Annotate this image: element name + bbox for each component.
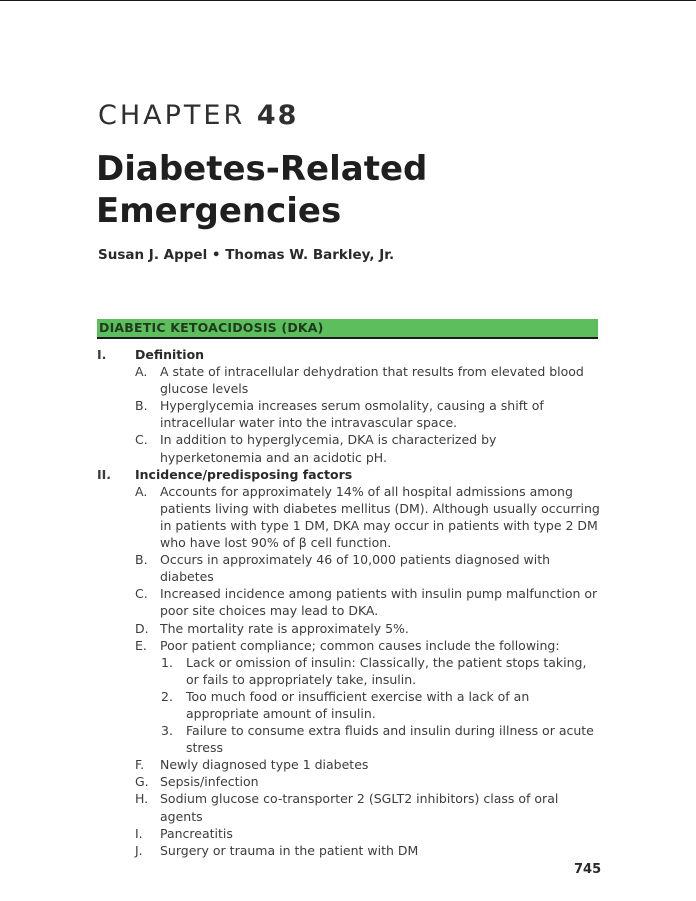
outline-subitem xyxy=(97,688,602,722)
outline-item xyxy=(97,551,602,585)
item-marker: C. xyxy=(135,586,148,602)
item-marker: B. xyxy=(135,398,148,414)
outline-item xyxy=(97,773,602,790)
item-text: Accounts for approximately 14% of all hospital admissions among patients living with diabetes mellitus (DM). Although usually occurring in patients with type 1 DM, DKA may occur in patients with type 2 DM who have lost 90% of β cell function. xyxy=(160,483,600,551)
item-marker: A. xyxy=(135,364,148,380)
outline-item xyxy=(97,825,602,842)
outline-item xyxy=(97,790,602,824)
item-text: Occurs in approximately 46 of 10,000 patients diagnosed with diabetes xyxy=(160,552,551,585)
subitem-marker: 3. xyxy=(161,723,173,739)
outline-subitem xyxy=(97,654,602,688)
subitem-text: Failure to consume extra fluids and insulin during illness or acute stress xyxy=(186,723,594,756)
section-heading-bar xyxy=(97,319,598,339)
item-marker: A. xyxy=(135,483,148,499)
item-marker: J. xyxy=(135,842,143,858)
outline-item xyxy=(97,483,602,551)
outline-item xyxy=(97,363,602,397)
item-marker: D. xyxy=(135,620,149,636)
item-text: The mortality rate is approximately 5%. xyxy=(160,620,409,636)
subitem-marker: 1. xyxy=(161,654,173,670)
item-text: Pancreatitis xyxy=(160,825,233,841)
outline-item xyxy=(97,637,602,654)
subitem-text: Too much food or insufficient exercise with a lack of an appropriate amount of insulin. xyxy=(186,688,530,721)
outline-item xyxy=(97,842,602,859)
chapter-word: CHAPTER xyxy=(98,100,246,131)
section-heading-text: Incidence/predisposing factors xyxy=(135,466,353,482)
section-heading-text: Definition xyxy=(135,347,205,362)
outline-subitem xyxy=(97,722,602,756)
section-heading: DIABETIC KETOACIDOSIS (DKA) xyxy=(99,320,324,335)
outline-item xyxy=(97,431,602,465)
item-marker: I. xyxy=(135,825,143,841)
page-number: 745 xyxy=(574,862,602,877)
item-text: Newly diagnosed type 1 diabetes xyxy=(160,757,369,773)
outline-item xyxy=(97,397,602,431)
section-marker: I. xyxy=(97,347,107,362)
item-text: In addition to hyperglycemia, DKA is characterized by hyperketonemia and an acidotic pH. xyxy=(160,432,497,465)
section-marker: II. xyxy=(97,466,112,482)
item-marker: H. xyxy=(135,791,149,807)
item-marker: B. xyxy=(135,552,148,568)
item-marker: E. xyxy=(135,637,147,653)
item-text: Sodium glucose co-transporter 2 (SGLT2 inhibitors) class of oral agents xyxy=(160,791,559,824)
item-text: Surgery or trauma in the patient with DM xyxy=(160,842,419,858)
item-text: Hyperglycemia increases serum osmolality, causing a shift of intracellular water into the intravascular space. xyxy=(160,398,544,431)
item-marker: F. xyxy=(135,757,145,773)
item-text: A state of intracellular dehydration that results from elevated blood glucose levels xyxy=(160,364,584,397)
top-border-rule xyxy=(0,0,696,1)
chapter-label xyxy=(98,100,298,131)
subitem-text: Lack or omission of insulin: Classically, the patient stops taking, or fails to appropriately take, insulin. xyxy=(186,654,587,687)
outline-item xyxy=(97,620,602,637)
outline-section xyxy=(97,346,602,363)
outline-item xyxy=(97,756,602,773)
item-text: Increased incidence among patients with insulin pump malfunction or poor site choices may lead to DKA. xyxy=(160,586,598,619)
chapter-title-line-2: Emergencies xyxy=(96,191,342,231)
outline-list xyxy=(97,346,602,859)
item-text: Sepsis/infection xyxy=(160,774,259,790)
subitem-marker: 2. xyxy=(161,688,173,704)
chapter-number: 48 xyxy=(256,100,299,131)
outline-section xyxy=(97,466,602,483)
item-marker: C. xyxy=(135,432,148,448)
item-marker: G. xyxy=(135,774,149,790)
chapter-title xyxy=(96,148,656,232)
chapter-title-line-1: Diabetes-Related xyxy=(96,149,428,189)
outline-item xyxy=(97,585,602,619)
author-line: Susan J. Appel • Thomas W. Barkley, Jr. xyxy=(98,247,395,263)
item-text: Poor patient compliance; common causes include the following: xyxy=(160,637,560,653)
